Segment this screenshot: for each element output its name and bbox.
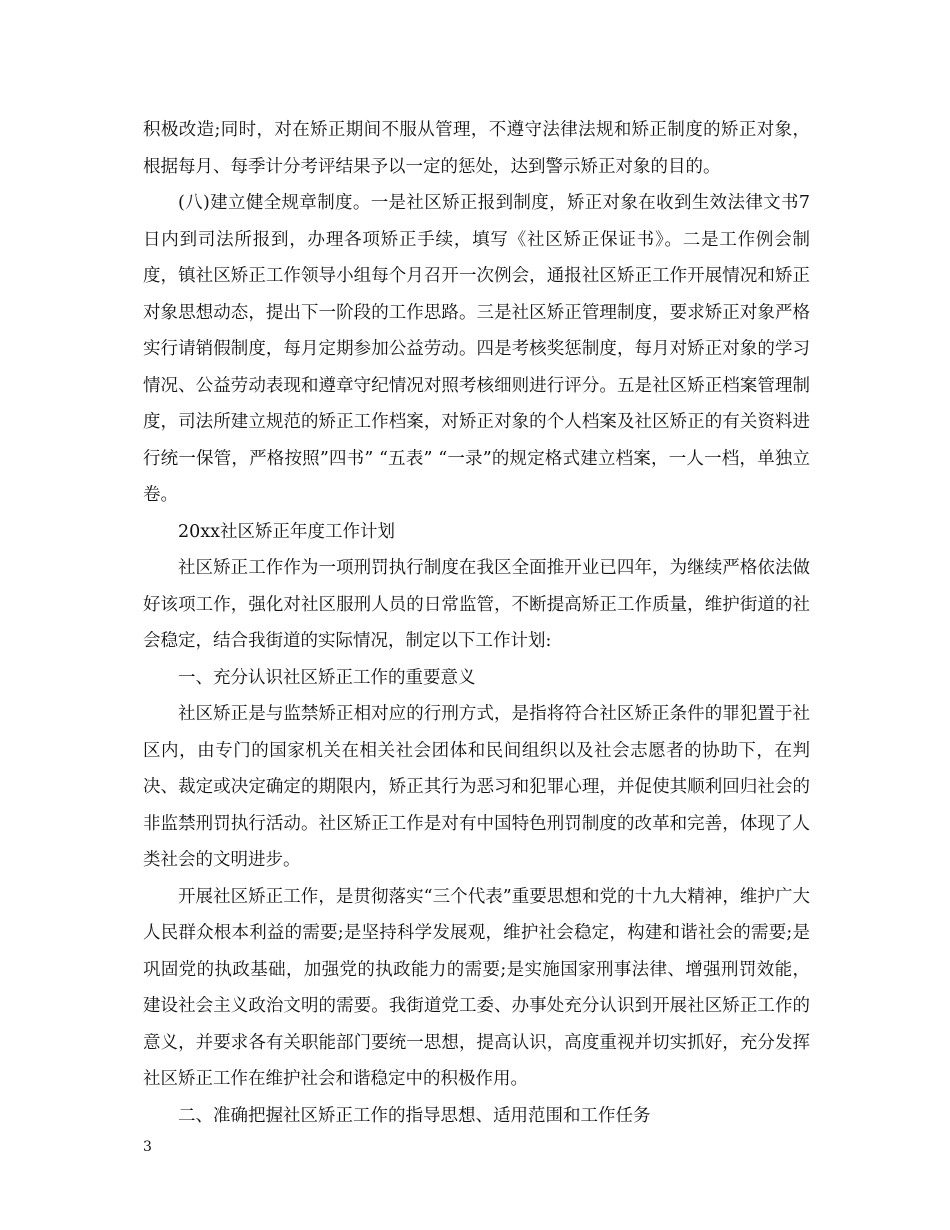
paragraph-regulations: (八)建立健全规章制度。一是社区矫正报到制度，矫正对象在收到生效法律文书7日内到司法所报到，办理各项矫正手续，填写《社区矫正保证书》。二是工作例会制度，镇社区矫正工作领导小组每个月召开一次例会，通报社区矫正工作开展情况和矫正对象思想动态，提出下一阶段的工作思路。三是社区矫正管理制度，要求矫正对象严格实行请销假制度，每月定期参加公益劳动。四是考核奖惩制度，每月对矫正对象的学习情况、公益劳动表现和遵章守纪情况对照考核细则进行评分。五是社区矫正档案管理制度，司法所建立规范的矫正工作档案，对矫正对象的个人档案及社区矫正的有关资料进行统一保管，严格按照”四书” “五表” “一录”的规定格式建立档案，一人一档，单独立卷。	[143, 193, 810, 505]
paragraph-definition: 社区矫正是与监禁矫正相对应的行刑方式，是指将符合社区矫正条件的罪犯置于社区内，由专门的国家机关在相关社会团体和民间组织以及社会志愿者的协助下，在判决、裁定或决定确定的期限内，矫正其行为恶习和犯罪心理，并促使其顺利回归社会的非监禁刑罚执行活动。社区矫正工作是对有中国特色刑罚制度的改革和完善，体现了人类社会的文明进步。	[143, 704, 810, 870]
paragraph-significance: 开展社区矫正工作，是贯彻落实“三个代表”重要思想和党的十九大精神，维护广大人民群众根本利益的需要;是坚持科学发展观，维护社会稳定，构建和谐社会的需要;是巩固党的执政基础，加强党的执政能力的需要;是实施国家刑事法律、增强刑罚效能，建设社会主义政治文明的需要。我街道党工委、办事处充分认识到开展社区矫正工作的意义，并要求各有关职能部门要统一思想，提高认识，高度重视并切实抓好，充分发挥社区矫正工作在维护社会和谐稳定中的积极作用。	[143, 886, 810, 1089]
heading-section-one: 一、充分认识社区矫正工作的重要意义	[178, 667, 476, 688]
page-number: 3	[143, 1139, 152, 1155]
paragraph-intro: 社区矫正工作作为一项刑罚执行制度在我区全面推开业已四年，为继续严格依法做好该项工作，强化对社区服刑人员的日常监管，不断提高矫正工作质量，维护街道的社会稳定，结合我街道的实际情况，制定以下工作计划:	[143, 558, 810, 651]
section-title-annual-plan: 20xx社区矫正年度工作计划	[178, 521, 396, 542]
document-body	[143, 112, 810, 1134]
heading-section-two: 二、准确把握社区矫正工作的指导思想、适用范围和工作任务	[178, 1105, 651, 1126]
paragraph-continuation: 积极改造;同时，对在矫正期间不服从管理，不遵守法律法规和矫正制度的矫正对象，根据每月、每季计分考评结果予以一定的惩处，达到警示矫正对象的目的。	[143, 120, 810, 177]
